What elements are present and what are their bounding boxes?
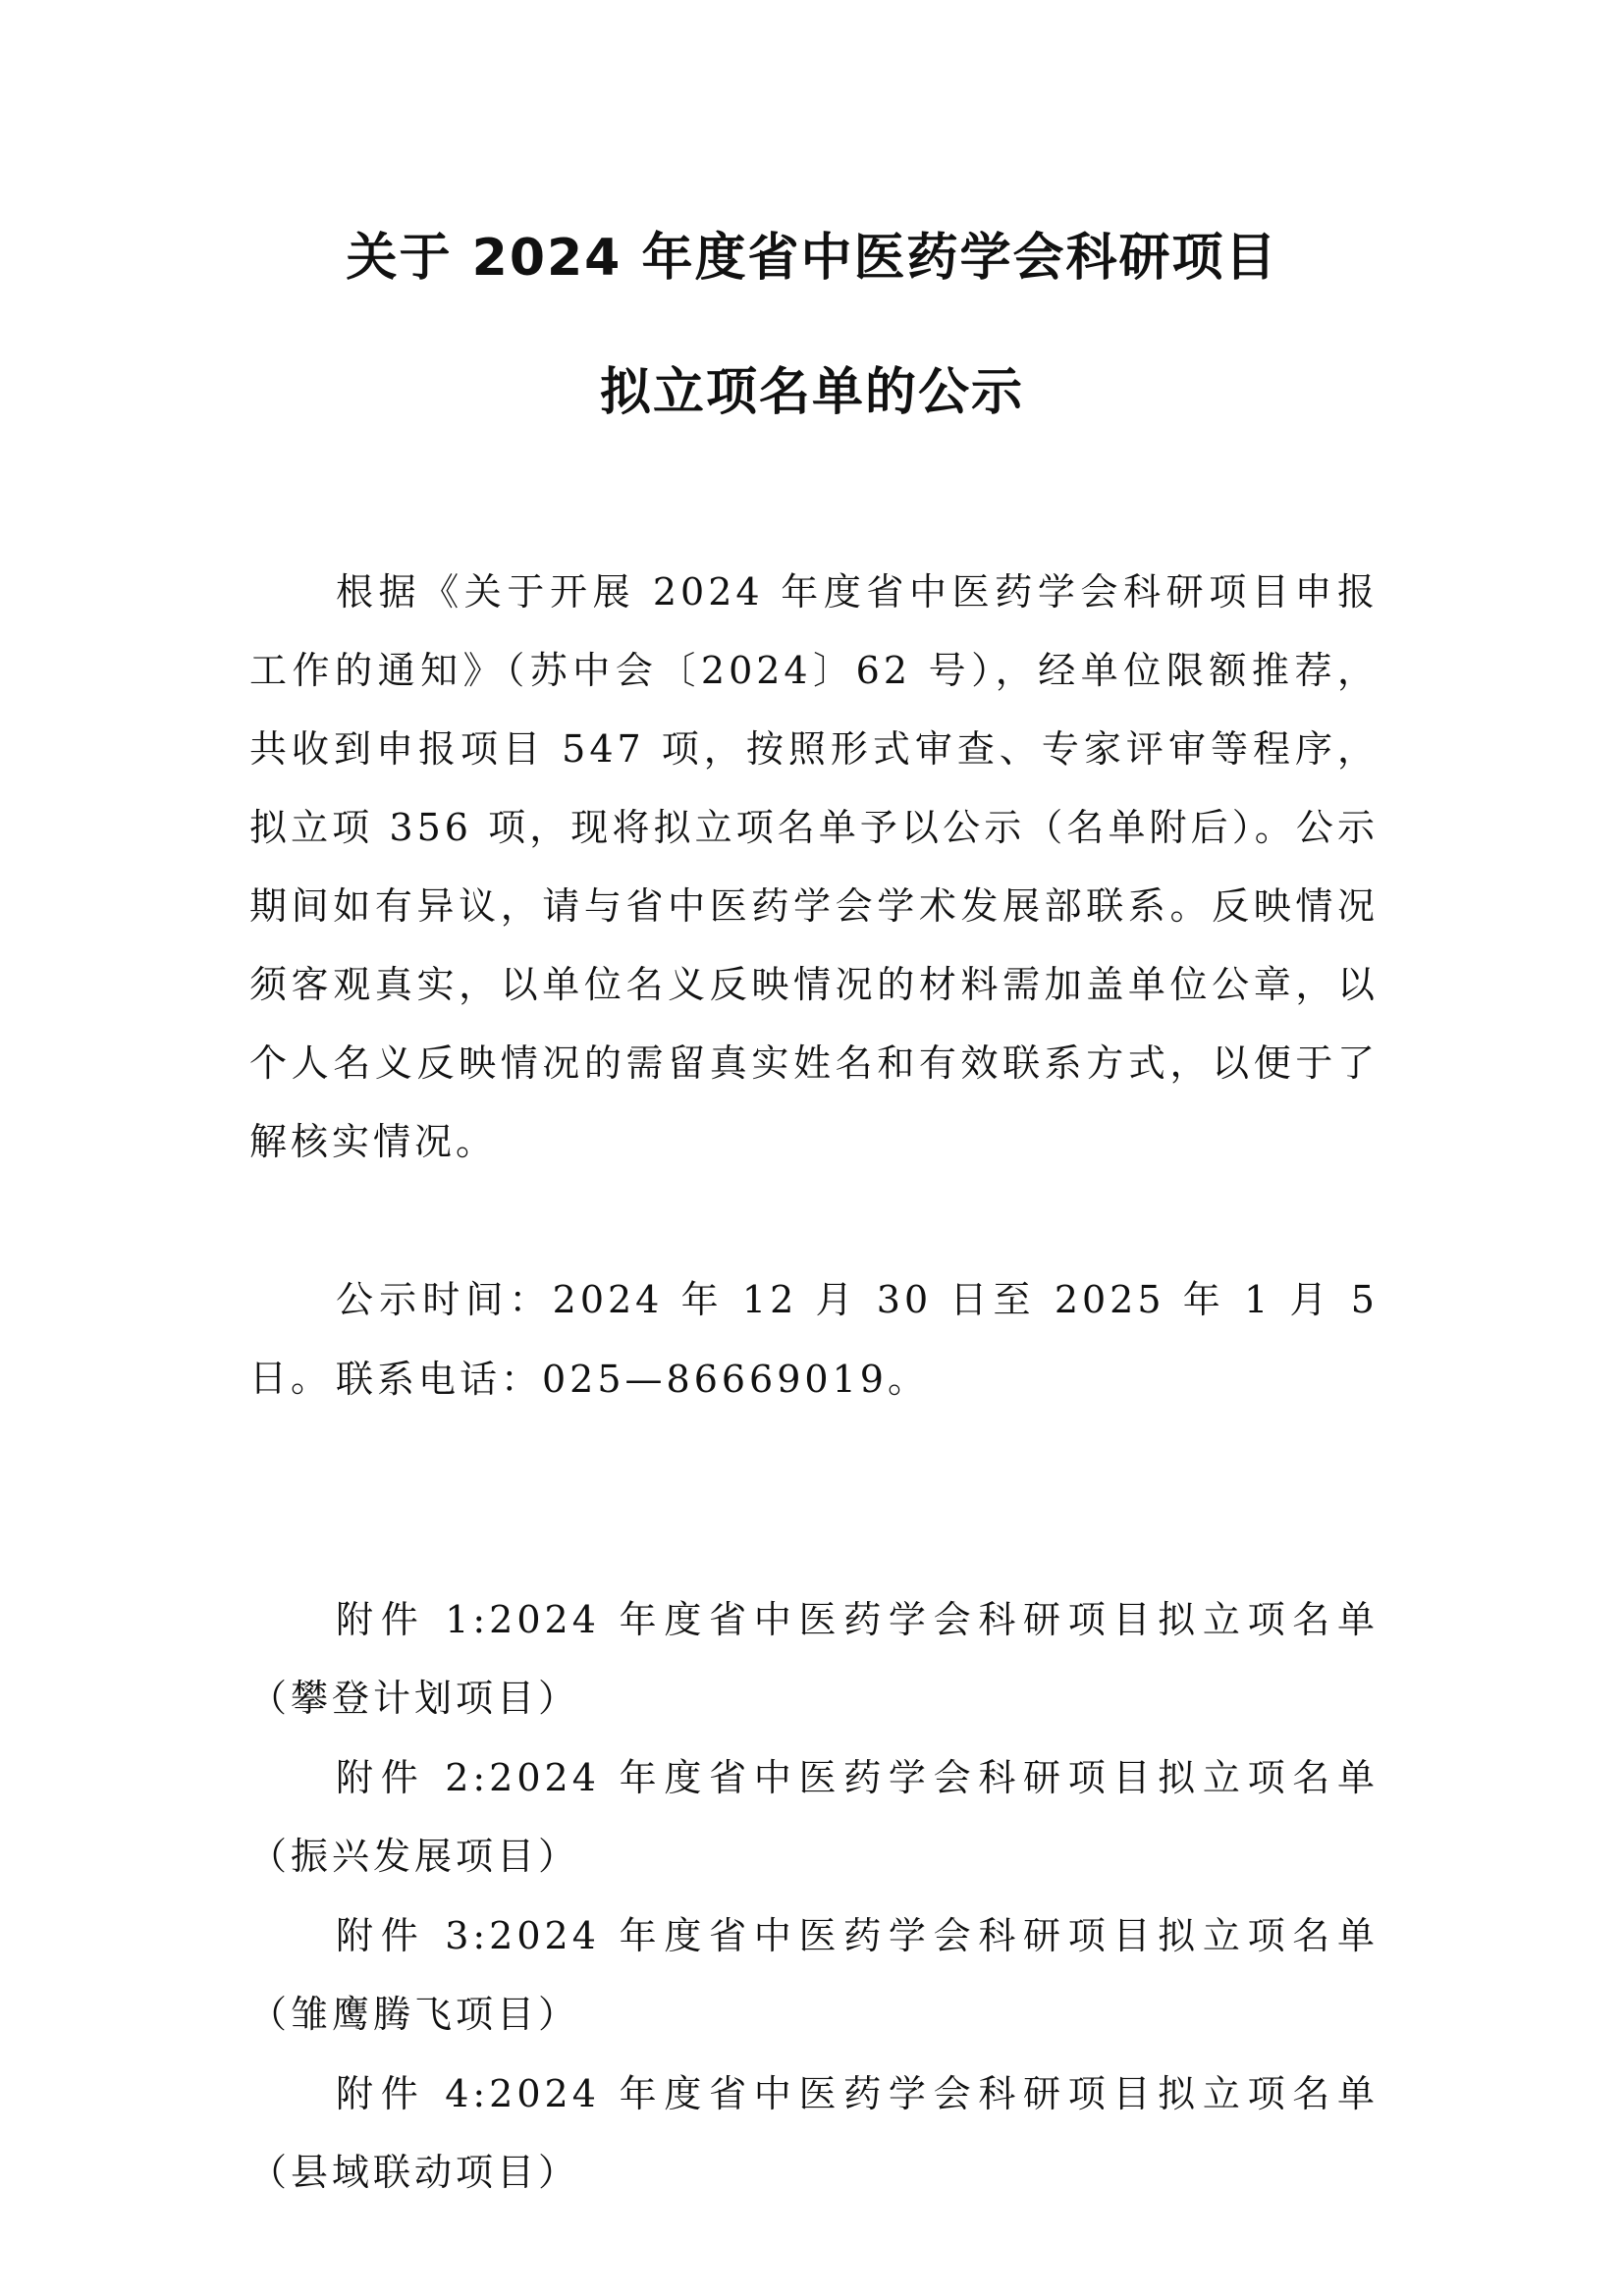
attachment-1: 附件 1:2024 年度省中医药学会科研项目拟立项名单（攀登计划项目）	[249, 1598, 1379, 1720]
document-title-line-1: 关于 2024 年度省中医药学会科研项目	[346, 229, 1278, 288]
attachment-3: 附件 3:2024 年度省中医药学会科研项目拟立项名单（雏鹰腾飞项目）	[249, 1914, 1379, 2036]
document-title-line-2: 拟立项名单的公示	[599, 363, 1024, 422]
body-paragraph: 根据《关于开展 2024 年度省中医药学会科研项目申报工作的通知》（苏中会〔2024〕62 号），经单位限额推荐，共收到申报项目 547 项，按照形式审查、专家评审等程序，拟立项 356 项，现将拟立项名单予以公示（名单附后）。公示期间如有异议，请与省中医药学会学术发展部联系。反映情况须客观真实，以单位名义反映情况的材料需加盖单位公章，以个人名义反映情况的需留真实姓名和有效联系方式，以便于了解核实情况。	[249, 570, 1379, 1163]
attachment-2: 附件 2:2024 年度省中医药学会科研项目拟立项名单（振兴发展项目）	[249, 1756, 1379, 1878]
publicity-time: 公示时间：2024 年 12 月 30 日至 2025 年 1 月 5 日。	[249, 1278, 1379, 1400]
contact-phone: 联系电话：025—86669019。	[336, 1358, 929, 1401]
attachment-4: 附件 4:2024 年度省中医药学会科研项目拟立项名单（县域联动项目）	[249, 2072, 1379, 2194]
